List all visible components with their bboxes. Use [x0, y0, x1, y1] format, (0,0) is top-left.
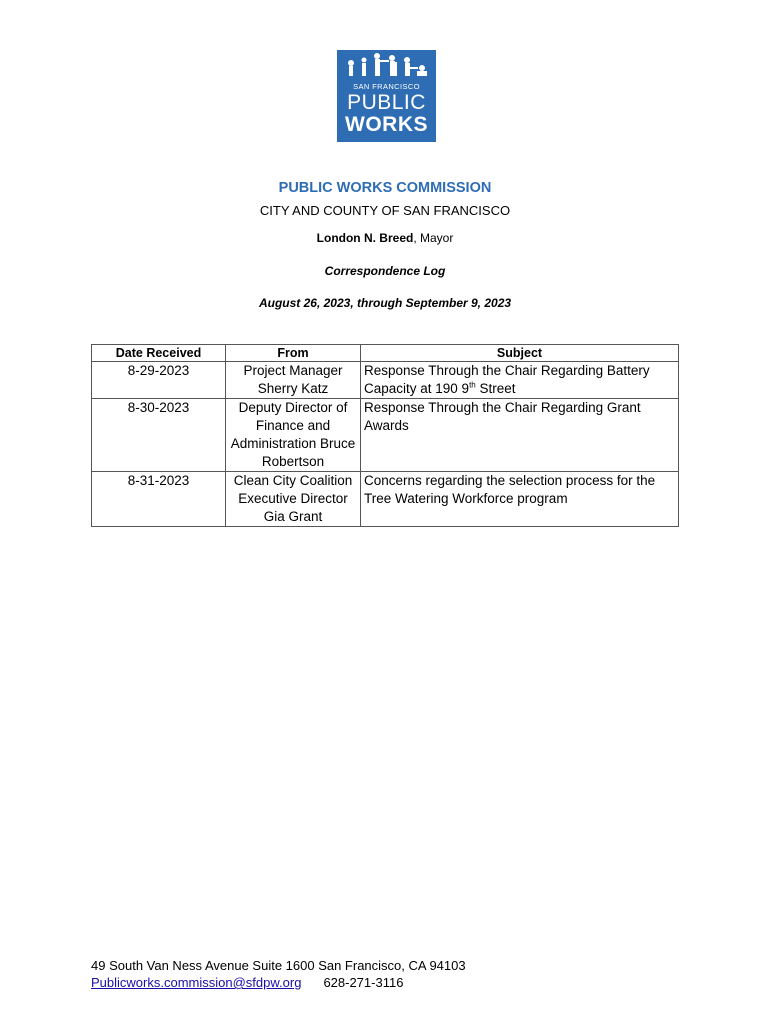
table-header-row — [92, 345, 679, 362]
workers-silhouette-icon — [337, 50, 436, 82]
logo-line-san-francisco: SAN FRANCISCO — [353, 82, 420, 91]
correspondence-table — [91, 344, 679, 527]
table-row — [92, 362, 679, 399]
log-period: August 26, 2023, through September 9, 2023 — [258, 296, 512, 310]
cell-date: 8-30-2023 — [92, 399, 226, 472]
cell-date: 8-29-2023 — [92, 362, 226, 399]
city-county-subtitle: CITY AND COUNTY OF SAN FRANCISCO — [259, 203, 511, 218]
cell-subject: Response Through the Chair Regarding Grant Awards — [361, 399, 679, 472]
footer — [91, 957, 466, 991]
table-row — [92, 399, 679, 472]
subject-text: Response Through the Chair Regarding Battery Capacity at 190 9 — [364, 363, 650, 396]
cell-date: 8-31-2023 — [92, 472, 226, 527]
subject-text-end: Street — [475, 381, 516, 396]
cell-from: Project Manager Sherry Katz — [226, 362, 361, 399]
commission-title: PUBLIC WORKS COMMISSION — [278, 180, 492, 196]
commission-email-link[interactable]: Publicworks.commission@sfdpw.org — [91, 975, 302, 990]
logo-line-works: WORKS — [345, 113, 428, 136]
mayor-line — [0, 231, 770, 245]
footer-contact — [91, 974, 466, 991]
cell-subject — [361, 362, 679, 399]
mayor-title: , Mayor — [413, 231, 454, 245]
log-title: Correspondence Log — [324, 264, 446, 278]
header-from: From — [226, 345, 361, 362]
subject-superscript: th — [469, 380, 476, 390]
table-row — [92, 472, 679, 527]
cell-from: Clean City Coalition Executive Director Gia Grant — [226, 472, 361, 527]
header-date-received: Date Received — [92, 345, 226, 362]
sf-public-works-logo — [337, 50, 436, 142]
cell-subject: Concerns regarding the selection process for the Tree Watering Workforce program — [361, 472, 679, 527]
footer-address: 49 South Van Ness Avenue Suite 1600 San Francisco, CA 94103 — [91, 958, 466, 973]
footer-phone: 628-271-3116 — [323, 975, 404, 990]
logo-line-public: PUBLIC — [347, 91, 426, 114]
cell-from: Deputy Director of Finance and Administration Bruce Robertson — [226, 399, 361, 472]
header-subject: Subject — [361, 345, 679, 362]
mayor-name: London N. Breed — [316, 231, 414, 245]
